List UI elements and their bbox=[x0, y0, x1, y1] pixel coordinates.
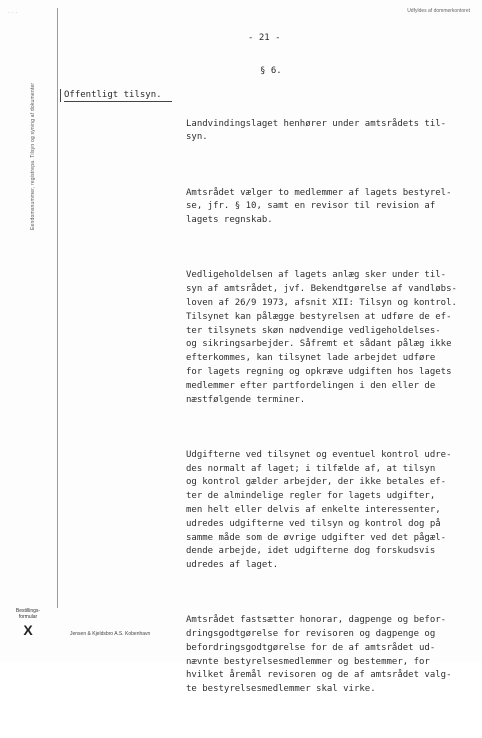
printer-imprint: Jensen & Kjeldsbro A.S. Kobenhavn bbox=[70, 631, 151, 637]
order-form-label: Bestillings- formular bbox=[15, 608, 41, 620]
paragraph: Vedligeholdelsen af lagets anlæg sker under til- syn af amtsrådet, jvf. Bekendtgørelse af vandløbs- loven af 26/9 1973, afsnit XII: Tilsyn og kontrol. Tilsynet kan pålægge bestyrelsen at udføre de ef- ter tilsynets skøn nødvendige vedligeholdelses- og sikringsarbejder. Såfremt et sådant pålæg ikke efterkommes, kan tilsynet lade arbejdet udføre for lagets regning og opkræve udgiften hos lagets medlemmer efter partfordelingen i den eller de næstfølgende terminer. bbox=[186, 270, 457, 405]
paragraph: Landvindingslaget henhører under amtsrådets til- syn. bbox=[186, 118, 447, 143]
order-form-mark: X bbox=[23, 622, 33, 638]
margin-label: Offentligt tilsyn. bbox=[64, 90, 162, 100]
vertical-margin-text: Eendomsnummer, registrepa. Tilsyn og syning af dokumenter bbox=[30, 82, 36, 230]
margin-rule bbox=[57, 8, 58, 608]
paragraph: Amtsrådet vælger to medlemmer af lagets bestyrel- se, jfr. § 10, samt en revisor til revision af lagets regnskab. bbox=[186, 187, 452, 226]
paragraph: Amtsrådet fastsætter honorar, dagpenge og befor- dringsgodtgørelse for revisoren og dagpenge og befordringsgodtgørelse for de af amtsrådet ud- nævnte bestyrelsesmedlemmer og bestemmer, for hvilket åremål revisoren og de af amtsrådet valg- te bestyrelsesmedlemmer skal virke. bbox=[186, 615, 452, 695]
office-note: Udfyldes af dommerkontoret bbox=[407, 8, 470, 14]
page-number: - 21 - bbox=[248, 33, 281, 43]
margin-label-underline bbox=[64, 101, 172, 102]
corner-mark: · · · bbox=[8, 10, 18, 16]
body-text bbox=[186, 90, 476, 738]
section-heading: § 6. bbox=[260, 66, 282, 76]
order-form-box bbox=[6, 608, 50, 638]
paragraph: Udgifterne ved tilsynet og eventuel kontrol udre- des normalt af laget; i tilfælde af, at tilsyn og kontrol gælder arbejder, der ikke betales ef- ter de almindelige regler for lagets udgifter, men helt eller delvis af enkelte interessenter, udredes udgifterne ved tilsyn og kontrol dog på samme måde som de øvrige udgifter ved det pågæl- dende arbejde, idet udgifterne dog forskudsvis udredes af laget. bbox=[186, 449, 452, 571]
margin-tick bbox=[60, 89, 61, 102]
